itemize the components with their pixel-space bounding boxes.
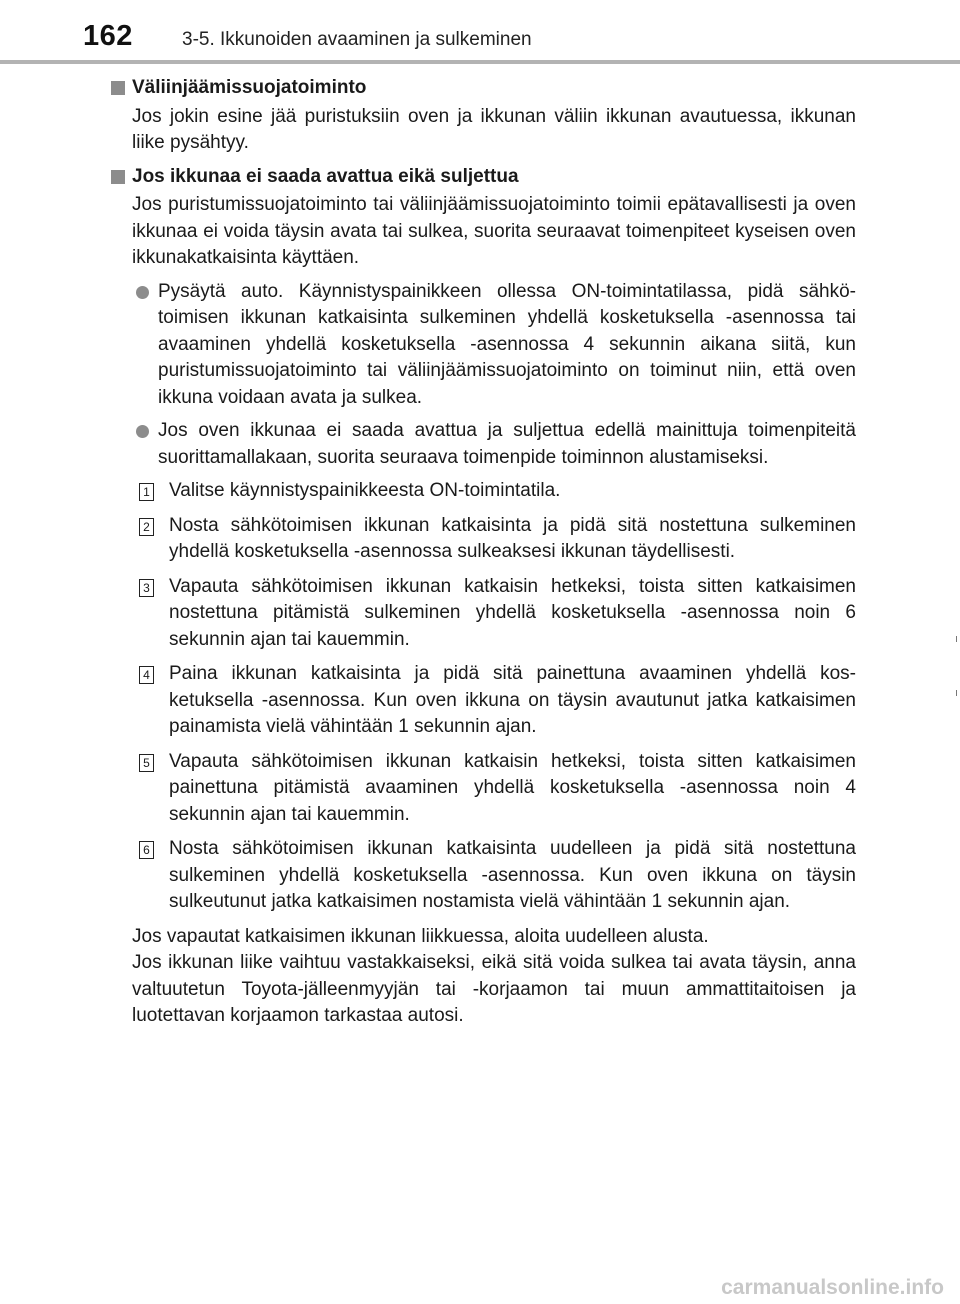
- circle-bullet-icon: [136, 286, 149, 299]
- header-rule: [0, 60, 960, 64]
- step-text: Vapauta sähkötoimisen ikkunan katkaisin hetkeksi, toista sitten katkaisimen nostettuna pitämistä sulkeminen yhdellä kosketuksella -asennossa noin 6 sekunnin ajan tai kauemmin.: [169, 575, 856, 650]
- step-number-badge: 2: [139, 518, 154, 536]
- step-text: Paina ikkunan katkaisinta ja pidä sitä painettuna avaaminen yhdellä kosketuksella -asennossa. Kun oven ikkuna on täysin avautunut jatka katkaisimen painamista vielä vähintään 1 sekunnin ajan.: [169, 663, 856, 737]
- bullet-item: [132, 279, 856, 412]
- step-number-badge: 4: [139, 666, 154, 684]
- closing-paragraph: Jos ikkunan liike vaihtuu vastakkaiseksi, eikä sitä voida sulkea tai avata täysin, anna valtuutetun Toyota-jälleenmyyjän tai -korjaamon tai muun ammattitaitoisen ja luotettavan korjaamon tarkastaa autosi.: [132, 952, 856, 1026]
- step-item: [110, 661, 856, 741]
- section-paragraph: Jos jokin esine jää puristuksiin oven ja ikkunan väliin ikkunan avautuessa, ikkunan liike pysähtyy.: [132, 105, 856, 153]
- step-text: Valitse käynnistyspainikkeesta ON-toimintatila.: [169, 480, 561, 501]
- circle-bullet-icon: [136, 425, 149, 438]
- step-item: [110, 513, 856, 566]
- section-title: 3-5. Ikkunoiden avaaminen ja sulkeminen: [182, 29, 532, 50]
- margin-tick: [956, 690, 957, 696]
- section-heading-text: Väliinjäämissuojatoiminto: [132, 77, 367, 98]
- bullet-text: Pysäytä auto. Käynnistyspainikkeen ollessa ON-toimintatilassa, pidä sähkötoimisen ikkunan katkaisinta sulkeminen yhdellä kosketuksella -asennossa tai avaaminen yhdellä kosketuksella -asennossa 4 sekunnin aikana siitä, kun puristumissuojatoiminto tai väliinjäämissuojatoiminto on toiminut niin, että oven ikkuna voidaan avata ja sulkea.: [158, 280, 856, 408]
- step-item: [110, 836, 856, 916]
- square-bullet-icon: [111, 170, 125, 184]
- step-number-badge: 1: [139, 483, 154, 501]
- step-text: Nosta sähkötoimisen ikkunan katkaisinta ja pidä sitä nostettuna sulkeminen yhdellä kosketuksella -asennossa sulkeaksesi ikkunan täydellisesti.: [169, 514, 856, 562]
- step-text: Vapauta sähkötoimisen ikkunan katkaisin hetkeksi, toista sitten katkaisimen painettuna pitämistä avaaminen yhdellä kosketuksella -asennossa noin 4 sekunnin ajan tai kauemmin.: [169, 750, 856, 825]
- step-text: Nosta sähkötoimisen ikkunan katkaisinta uudelleen ja pidä sitä nostettuna sulkeminen yhdellä kosketuksella -asennossa. Kun oven ikkuna on täysin sulkeutunut jatka katkaisimen nostamista vielä vähintään 1 sekunnin ajan.: [169, 838, 856, 912]
- page-header: [0, 0, 960, 60]
- step-number-badge: 6: [139, 841, 154, 859]
- bullet-item: [132, 418, 856, 471]
- section-heading: [110, 164, 856, 191]
- page-content: [110, 75, 856, 1030]
- section-paragraph: Jos puristumissuojatoiminto tai väliinjäämissuojatoiminto toimii epätavallisesti ja oven ikkunaa ei voida täysin avata tai sulkea, suorita seuraavat toimenpiteet kyseisen oven ikkunakatkaisinta käyttäen.: [132, 194, 856, 268]
- section-heading: [110, 75, 856, 102]
- bullet-text: Jos oven ikkunaa ei saada avattua ja suljettua edellä mainittuja toimenpiteitä suorittamallakaan, suorita seuraava toimenpide toiminnon alustamiseksi.: [158, 420, 856, 468]
- step-item: [110, 749, 856, 829]
- footer-watermark: carmanualsonline.info: [721, 1276, 944, 1299]
- margin-tick: [956, 636, 957, 642]
- step-number-badge: 3: [139, 579, 154, 597]
- page-number: 162: [83, 20, 133, 52]
- step-item: [110, 574, 856, 654]
- closing-paragraph: Jos vapautat katkaisimen ikkunan liikkuessa, aloita uudelleen alusta.: [132, 925, 709, 947]
- step-number-badge: 5: [139, 754, 154, 772]
- square-bullet-icon: [111, 81, 125, 95]
- step-item: [110, 478, 856, 505]
- section-heading-text: Jos ikkunaa ei saada avattua eikä suljettua: [132, 165, 519, 187]
